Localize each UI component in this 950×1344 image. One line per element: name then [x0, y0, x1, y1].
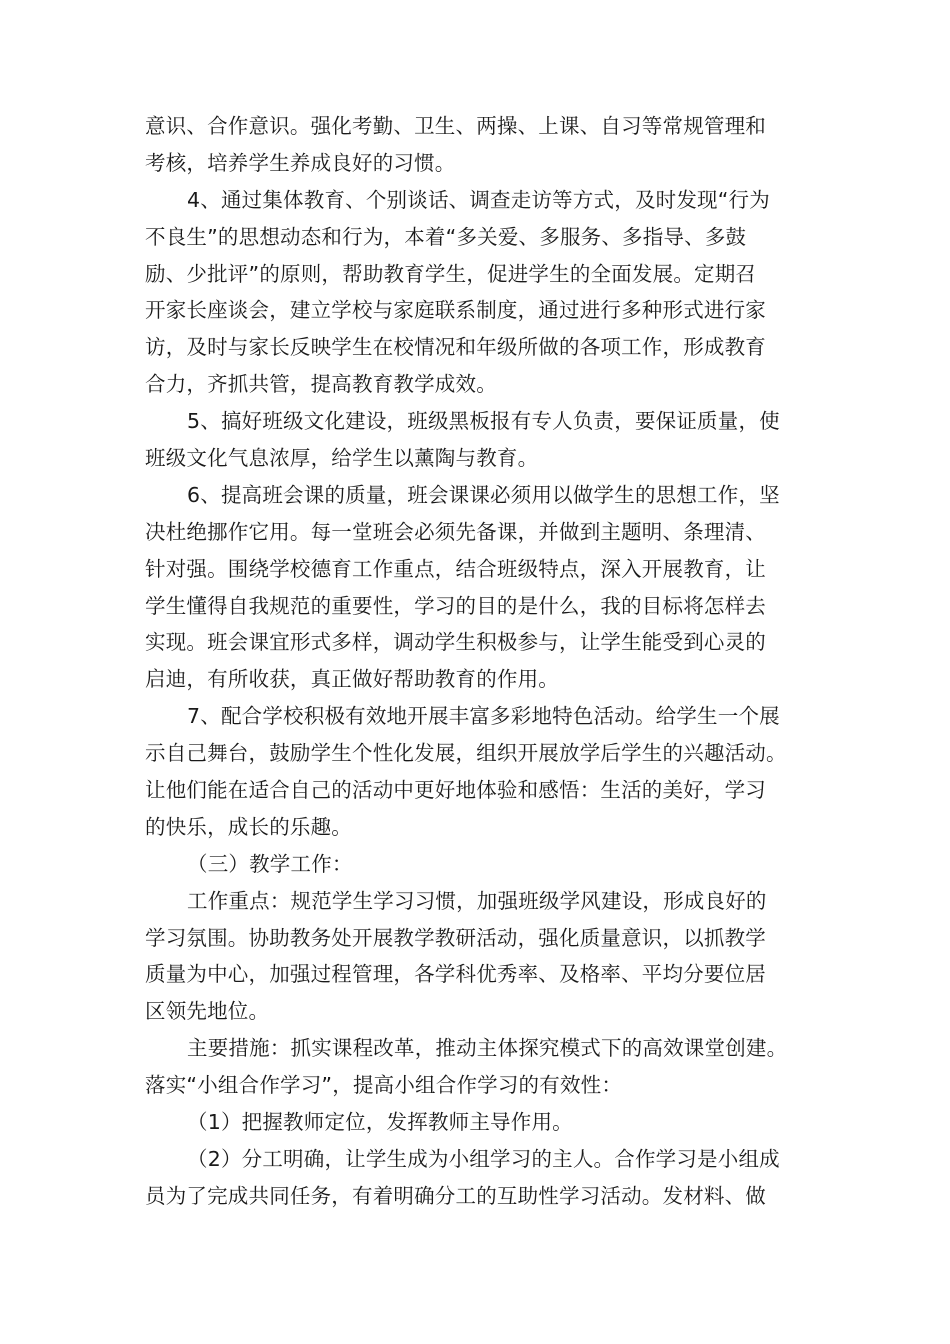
- text-line: （2）分工明确，让学生成为小组学习的主人。合作学习是小组成: [187, 1146, 780, 1171]
- text-line: 决杜绝挪作它用。每一堂班会必须先备课，并做到主题明、条理清、: [145, 519, 766, 544]
- text-line: 励、少批评”的原则，帮助教育学生，促进学生的全面发展。定期召: [145, 261, 757, 286]
- text-line: 员为了完成共同任务，有着明确分工的互助性学习活动。发材料、做: [145, 1183, 766, 1208]
- text-line: 4、通过集体教育、个别谈话、调查走访等方式，及时发现“行为: [187, 187, 770, 212]
- text-line: 实现。班会课宜形式多样，调动学生积极参与，让学生能受到心灵的: [145, 630, 766, 655]
- document-body: [145, 108, 810, 1215]
- text-line: 班级文化气息浓厚，给学生以薰陶与教育。: [145, 446, 539, 471]
- text-line: 主要措施：抓实课程改革，推动主体探究模式下的高效课堂创建。: [187, 1036, 788, 1061]
- text-line: 合力，齐抓共管，提高教育教学成效。: [145, 372, 497, 397]
- text-line: 开家长座谈会，建立学校与家庭联系制度，通过进行多种形式进行家: [145, 298, 766, 323]
- text-line: 7、配合学校积极有效地开展丰富多彩地特色活动。给学生一个展: [187, 704, 780, 729]
- text-line: 启迪，有所收获，真正做好帮助教育的作用。: [145, 667, 559, 692]
- text-line: 访，及时与家长反映学生在校情况和年级所做的各项工作，形成教育: [145, 335, 766, 360]
- text-line: （1）把握教师定位，发挥教师主导作用。: [187, 1110, 573, 1135]
- text-line: 示自己舞台，鼓励学生个性化发展，组织开展放学后学生的兴趣活动。: [145, 741, 787, 766]
- text-line: （三）教学工作：: [187, 851, 353, 876]
- text-line: 5、搞好班级文化建设，班级黑板报有专人负责，要保证质量，使: [187, 409, 780, 434]
- text-line: 意识、合作意识。强化考勤、卫生、两操、上课、自习等常规管理和: [145, 114, 766, 138]
- text-line: 不良生”的思想动态和行为，本着“多关爱、多服务、多指导、多鼓: [145, 224, 747, 249]
- text-line: 学习氛围。协助教务处开展教学教研活动，强化质量意识，以抓教学: [145, 925, 766, 950]
- text-line: 工作重点：规范学生学习习惯，加强班级学风建设，形成良好的: [187, 888, 767, 913]
- text-line: 6、提高班会课的质量，班会课课必须用以做学生的思想工作，坚: [187, 482, 780, 507]
- text-line: 的快乐，成长的乐趣。: [145, 814, 352, 839]
- text-line: 针对强。围绕学校德育工作重点，结合班级特点，深入开展教育，让: [145, 556, 766, 581]
- text-line: 让他们能在适合自己的活动中更好地体验和感悟：生活的美好，学习: [145, 778, 766, 803]
- text-line: 质量为中心，加强过程管理，各学科优秀率、及格率、平均分要位居: [145, 962, 766, 987]
- text-line: 落实“小组合作学习”，提高小组合作学习的有效性：: [145, 1073, 623, 1098]
- text-line: 学生懂得自我规范的重要性，学习的目的是什么，我的目标将怎样去: [145, 593, 766, 618]
- text-line: 区领先地位。: [145, 999, 270, 1024]
- text-line: 考核，培养学生养成良好的习惯。: [145, 150, 456, 175]
